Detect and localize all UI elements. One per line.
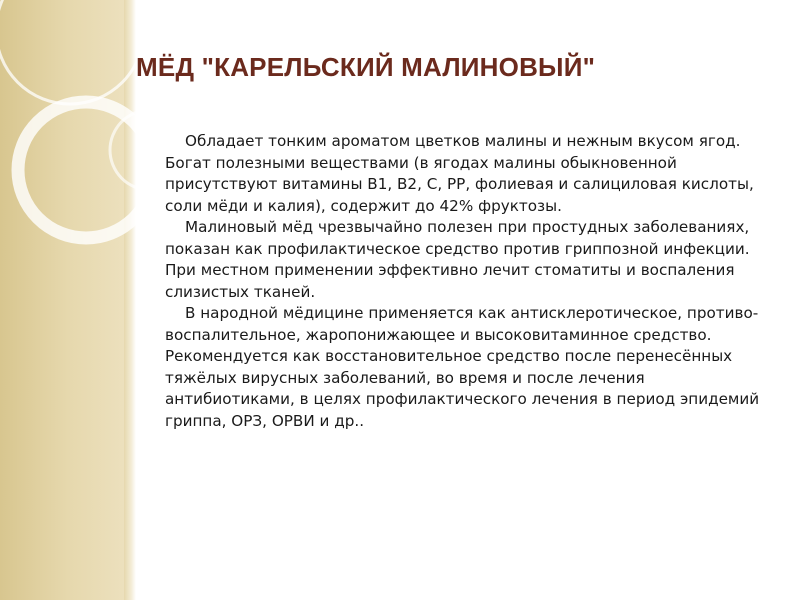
paragraph-aroma: Обладает тонким ароматом цветков малины и нежным вкусом ягод. Богат полезными веществами (в ягодах малины обыкновенной присутствуют витамины В1, В2, С, РР, фолиевая и салициловая кислоты, соли мёди и калия), содержит до 42% фруктозы. (165, 132, 754, 215)
paragraph-folk-medicine: В народной мёдицине применяется как антисклеротическое, противо-воспалительное, жаропонижающее и высоковитаминное средство. Рекомендуется как восстановительное средство после перенесённых тяжёлых вирусных заболеваний, во время и после лечения антибиотиками, в целях профилактического лечения в период эпидемий гриппа, ОРЗ, ОРВИ и др.. (165, 304, 760, 430)
decorative-ring-large (0, 0, 144, 104)
slide-title: МЁД "КАРЕЛЬСКИЙ МАЛИНОВЫЙ" (136, 52, 596, 82)
body-text (165, 131, 777, 432)
decorative-ring-medium (18, 102, 154, 238)
paragraph-benefits: Малиновый мёд чрезвычайно полезен при простудных заболеваниях, показан как профилактическое средство против гриппозной инфекции. При местном применении эффективно лечит стоматиты и воспаления слизистых тканей. (165, 218, 750, 301)
